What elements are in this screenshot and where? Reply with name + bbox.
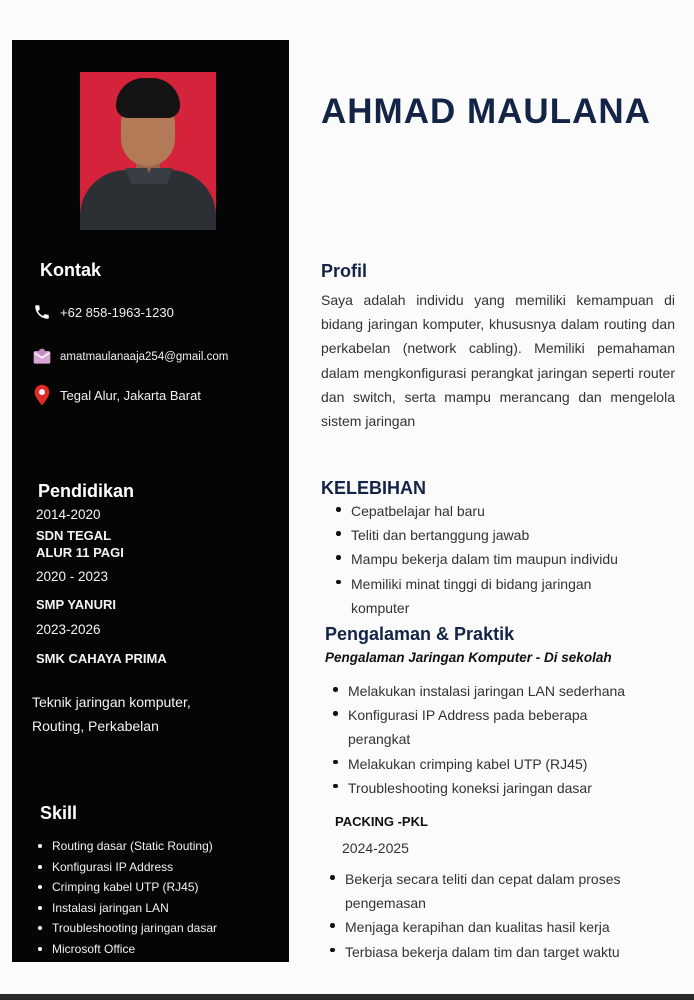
location-pin-icon <box>32 385 52 405</box>
skill-heading: Skill <box>40 803 78 823</box>
list-item: Troubleshooting jaringan dasar <box>36 918 217 939</box>
list-item: Terbiasa bekerja dalam tim dan target waktu <box>327 940 677 964</box>
contact-phone <box>32 302 174 322</box>
list-item: Teliti dan bertanggung jawab <box>333 523 673 547</box>
education-years-1: 2014-2020 <box>36 507 101 522</box>
list-item: Bekerja secara teliti dan cepat dalam proses pengemasan <box>327 867 685 915</box>
experience-list <box>330 679 660 800</box>
education-school-1-line1: SDN TEGAL <box>36 528 112 543</box>
education-heading: Pendidikan <box>38 481 135 501</box>
education-school-2: SMP YANURI <box>36 597 116 612</box>
strengths-heading: KELEBIHAN <box>321 478 427 498</box>
contact-heading: Kontak <box>40 260 102 280</box>
education-years-3: 2023-2026 <box>36 622 101 637</box>
list-item: Cepatbelajar hal baru <box>333 499 673 523</box>
list-item: Crimping kabel UTP (RJ45) <box>36 877 217 898</box>
phone-text: +62 858-1963-1230 <box>60 304 174 320</box>
profile-text: Saya adalah individu yang memiliki kemampuan di bidang jaringan komputer, khususnya dalam routing dan perkabelan (network cabling). Memiliki pemahaman dalam mengkonfigurasi perangkat jaringan seperti router dan switch, serta mampu merancang dan mengelola sistem jaringan <box>321 292 675 430</box>
pkl-years: 2024-2025 <box>342 840 409 856</box>
full-name: AHMAD MAULANA <box>321 92 651 131</box>
list-item: Melakukan crimping kabel UTP (RJ45) <box>330 752 660 776</box>
list-item: Routing dasar (Static Routing) <box>36 836 217 857</box>
list-item: Konfigurasi IP Address <box>36 857 217 878</box>
education-school-3: SMK CAHAYA PRIMA <box>36 651 167 666</box>
list-item: Konfigurasi IP Address pada beberapa perangkat <box>330 703 638 751</box>
profile-heading: Profil <box>321 261 368 281</box>
pkl-list <box>327 867 677 964</box>
profile-photo <box>80 72 216 230</box>
email-text: amatmaulanaaja254@gmail.com <box>60 351 229 363</box>
phone-icon <box>32 302 52 322</box>
email-icon <box>32 347 52 367</box>
list-item: Menjaga kerapihan dan kualitas hasil kerja <box>327 915 677 939</box>
contact-address <box>32 385 201 405</box>
experience-subheading: Pengalaman Jaringan Komputer - Di sekolah <box>325 650 612 665</box>
pkl-heading: PACKING -PKL <box>335 814 428 829</box>
education-years-2: 2020 - 2023 <box>36 569 109 584</box>
education-major-line2: Routing, Perkabelan <box>32 718 159 734</box>
bottom-edge <box>0 994 694 1000</box>
experience-heading: Pengalaman & Praktik <box>325 624 515 644</box>
list-item: Troubleshooting koneksi jaringan dasar <box>330 776 660 800</box>
education-school-1-line2: ALUR 11 PAGI <box>36 545 124 560</box>
strengths-list <box>333 499 673 620</box>
address-text: Tegal Alur, Jakarta Barat <box>60 387 201 403</box>
list-item: Memiliki minat tinggi di bidang jaringan komputer <box>333 572 651 620</box>
list-item: Microsoft Office <box>36 939 217 960</box>
sidebar <box>12 40 289 962</box>
skill-list <box>36 836 217 959</box>
list-item: Instalasi jaringan LAN <box>36 898 217 919</box>
contact-email <box>32 347 228 367</box>
list-item: Mampu bekerja dalam tim maupun individu <box>333 547 673 571</box>
list-item: Melakukan instalasi jaringan LAN sederhana <box>330 679 660 703</box>
education-major-line1: Teknik jaringan komputer, <box>32 694 191 710</box>
